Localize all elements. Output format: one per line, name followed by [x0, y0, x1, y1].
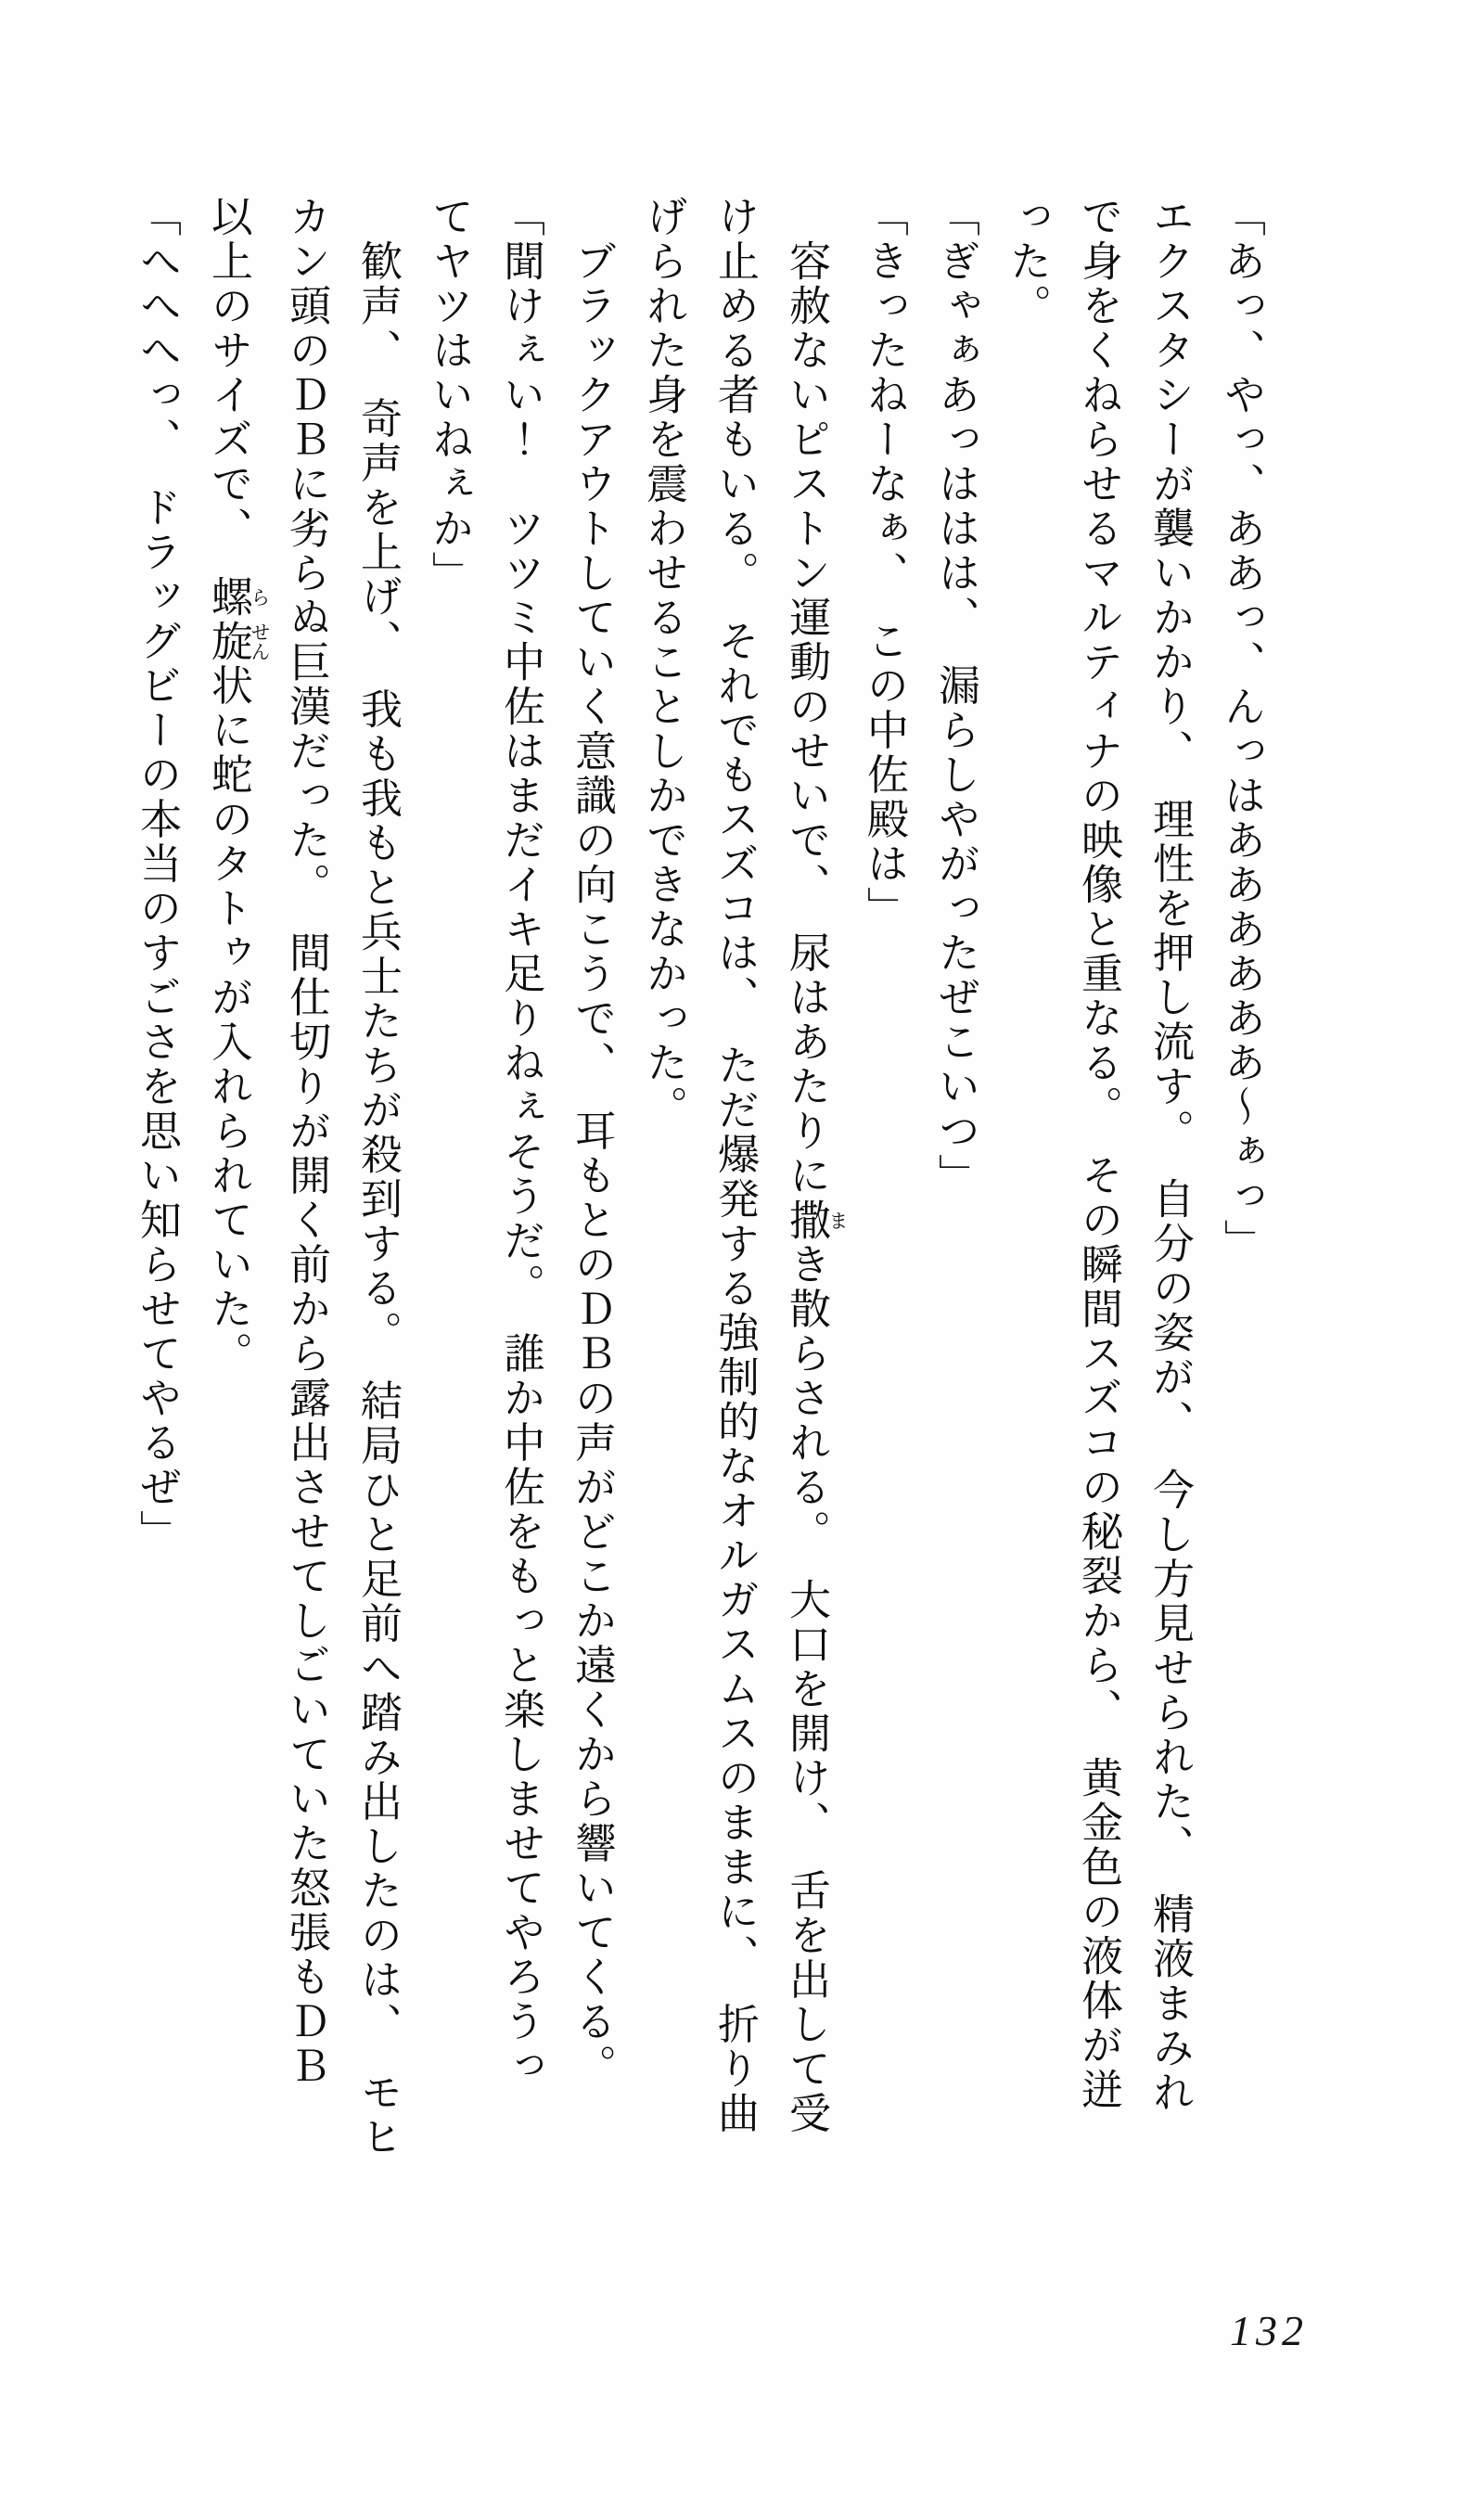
text-column-4: った。 [1004, 195, 1050, 328]
text-column-6: 「きったねーなぁ、 この中佐殿は」 [861, 195, 907, 931]
text-column-3: で身をくねらせるマルティナの映像と重なる。 その瞬間スズコの秘裂から、 黄金色の液体が迸 [1075, 195, 1121, 2112]
text-column-16: 「へへへっ、 ドラッグビーの本当のすごさを思い知らせてやるぜ」 [134, 195, 180, 1555]
text-block [121, 195, 1276, 2254]
text-column-1: 「あっ、やっ、ああっ、んっはああああああ～ぁっ」 [1218, 195, 1264, 1263]
text-column-11: 「聞けぇい！ ツツミ中佐はまだイキ足りねぇそうだ。 誰か中佐をもっと楽しませてやろうっ [497, 195, 544, 2089]
ruby-annotated-word: 螺ら [205, 574, 271, 620]
text-column-9: げられた身を震わせることしかできなかった。 [640, 195, 686, 1130]
text-column-13: 歓声、 奇声を上げ、 我も我もと兵士たちが殺到する。 結局ひと足前へ踏み出したのは、 モヒ [354, 239, 401, 2159]
text-column-5: 「ぎゃぁあっははは、 漏らしやがったぜこいつ」 [932, 195, 979, 1198]
text-column-15: 以上のサイズで、 螺ら旋せん状に蛇のタトゥが入れられていた。 [205, 195, 271, 1377]
text-column-10: ブラックアウトしていく意識の向こうで、 耳もとのＤＢの声がどこか遠くから響いてくる。 [569, 239, 615, 2089]
ruby-annotated-word: 撒ま [783, 1198, 849, 1243]
text-column-8: け止める者もいる。 それでもスズコは、 ただ爆発する強制的なオルガスムスのままに、 折り曲 [711, 195, 758, 2136]
ruby-annotated-word: 旋せん [205, 619, 271, 664]
text-column-7: 容赦ないピストン運動のせいで、 尿はあたりに撒まき散らされる。 大口を開け、 舌を出して受 [783, 239, 849, 2136]
text-column-12: てヤツはいねぇか」 [426, 195, 472, 596]
text-column-2: エクスタシーが襲いかかり、 理性を押し流す。 自分の姿が、 今し方見せられた、 精液まみれ [1146, 195, 1193, 2115]
text-column-14: カン頭のＤＢに劣らぬ巨漢だった。 間仕切りが開く前から露出させてしごいていた怒張もＤＢ [283, 195, 329, 2089]
page-number: 132 [1230, 2307, 1308, 2354]
